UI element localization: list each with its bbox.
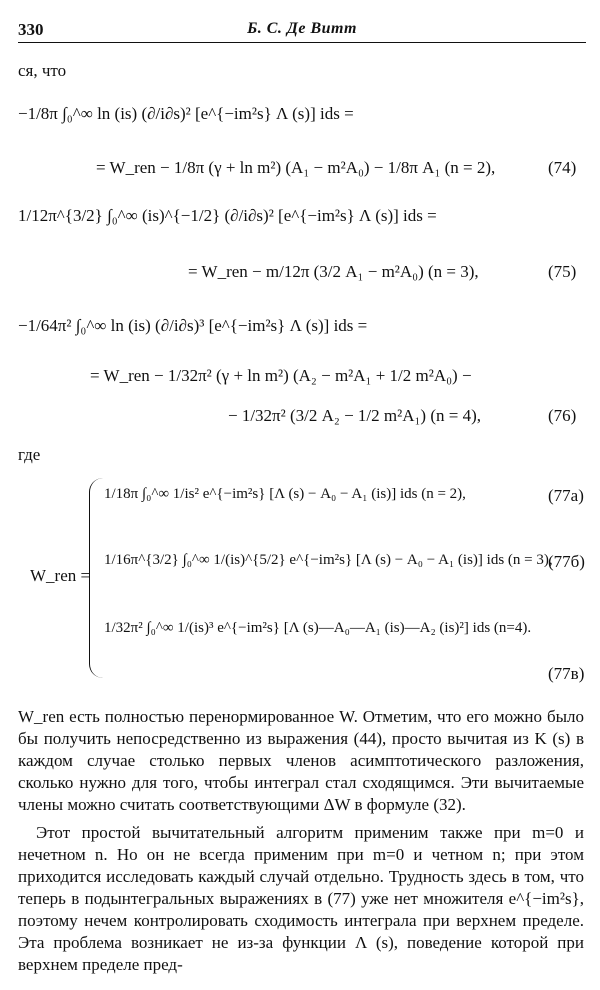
eq75-line2-text: = W_ren − m/12π (3/2 A₁ − m²A₀) (n = 3), [188,262,479,281]
eq76-line1-text: −1/64π² ∫₀^∞ ln (is) (∂/i∂s)³ [e^{−im²s} Λ (s)] ids = [18,316,368,335]
eq75-number: (75) [548,262,577,281]
eq76-line3-text: − 1/32π² (3/2 A₂ − 1/2 m²A₁) (n = 4), [228,406,481,425]
eq77a-number: (77а) [548,486,584,505]
eq76-line2 [90,366,472,386]
header-rule [18,42,586,43]
eq75-line2 [188,262,479,282]
eq76-line2-text: = W_ren − 1/32π² (γ + ln m²) (A₂ − m²A₁ + 1/2 m²A₀) − [90,366,472,385]
eq74-line2-text: = W_ren − 1/8π (γ + ln m²) (A₁ − m²A₀) − 1/8π A₁ (n = 2), [96,158,496,177]
paragraph-2: Этот простой вычитательный алгоритм применим также при m=0 и нечетном n. Но он не всегда применим при m=0 и четном n; при этом приходится исследовать каждый случай отдельно. Трудность здесь в том, что теперь в подынтегральных выражениях в (77) уже нет множителя e^{−im²s}, поэтому нечем контролировать сходимость интеграла при верхнем пределе. Эта проблема возникает не из-за функции Λ (s), поведение которой при верхнем пределе пред- [18,823,584,974]
page-number: 330 [18,20,44,39]
running-title: Б. С. Де Витт [247,20,357,37]
where-text: где [18,445,41,464]
eq76-line3 [228,406,481,426]
page-header [18,18,586,42]
eq77b-number: (77б) [548,552,585,571]
eq74-line2 [96,158,495,178]
wren-label: W_ren = [30,566,91,585]
eq75-line1 [18,206,437,226]
eq75-line1-text: 1/12π^{3/2} ∫₀^∞ (is)^{−1/2} (∂/i∂s)² [e^{−im²s} Λ (s)] ids = [18,206,437,225]
eq77a: 1/18π ∫₀^∞ 1/is² e^{−im²s} [Λ (s) − A₀ − A₁ (is)] ids (n = 2), [104,486,466,502]
eq77b: 1/16π^{3/2} ∫₀^∞ 1/(is)^{5/2} e^{−im²s} [Λ (s) − A₀ − A₁ (is)] ids (n = 3), [104,552,553,568]
eq76-number: (76) [548,406,577,425]
eq77c: 1/32π² ∫₀^∞ 1/(is)³ e^{−im²s} [Λ (s)—A₀—A₁ (is)—A₂ (is)²] ids (n=4). [104,620,532,636]
intro-text: ся, что [18,61,67,80]
eq74-line1-text: −1/8π ∫₀^∞ ln (is) (∂/i∂s)² [e^{−im²s} Λ (s)] ids = [18,104,354,123]
eq77c-number: (77в) [548,664,585,683]
eq74-line1 [18,104,354,124]
eq76-line1 [18,316,367,336]
eq74-number: (74) [548,158,577,177]
paragraph-1: W_ren есть полностью перенормированное W. Отметим, что его можно было бы получить непосредственно из выражения (44), просто вычитая из K (s) в каждом случае столько первых членов асимптотического разложения, сколько нужно для того, чтобы интеграл стал сходящимся. Эти вычитаемые члены можно считать соответствующими ΔW в формуле (32). [18,707,584,814]
system-brace [89,478,108,678]
